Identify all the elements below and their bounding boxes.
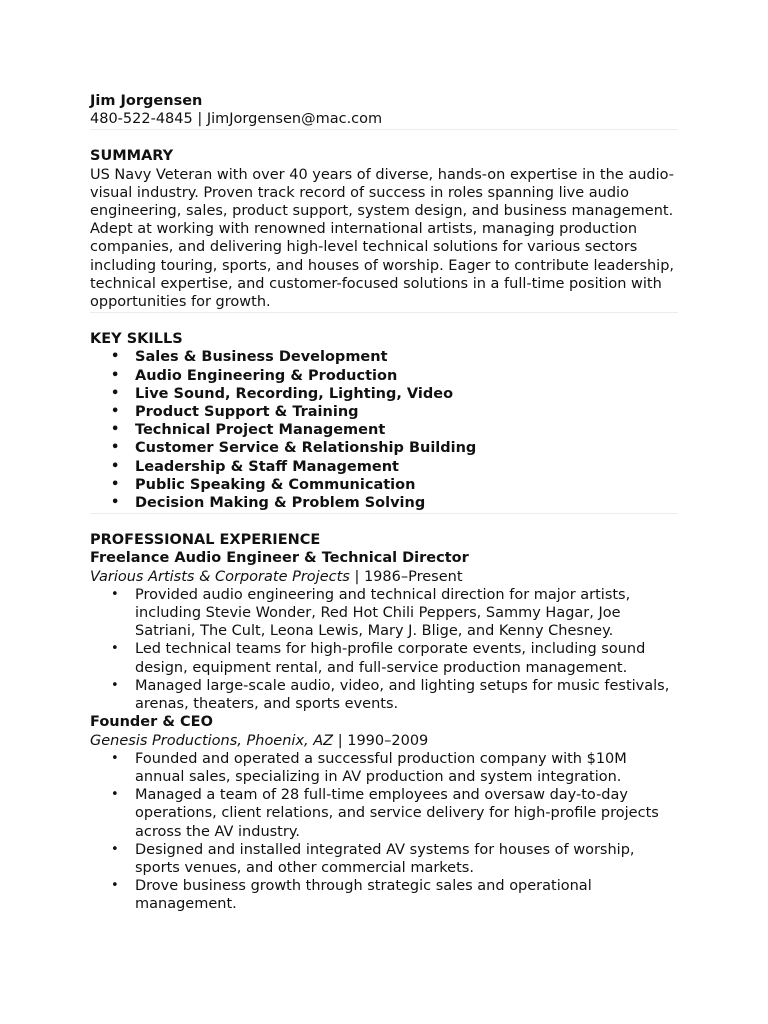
summary-text: US Navy Veteran with over 40 years of diverse, hands-on expertise in the audio-visual industry. Proven track record of success in roles spanning live audio engineering, sales, product support, system design, and business management. Adept at working with renowned international artists, managing production companies, and delivering high-level technical solutions for various sectors including touring, sports, and houses of worship. Eager to contribute leadership, technical expertise, and customer-focused solutions in a full-time position with opportunities for growth. bbox=[90, 166, 675, 311]
job-bullets bbox=[90, 586, 678, 713]
job-bullet: • Provided audio engineering and technical direction for major artists, including Stevie Wonder, Red Hot Chili Peppers, Sammy Hagar, Joe Satriani, The Cult, Leona Lewis, Mary J. Blige, and Kenny Chesney. bbox=[135, 586, 678, 641]
skill-item: • Customer Service & Relationship Building bbox=[135, 439, 678, 457]
skill-item: • Decision Making & Problem Solving bbox=[135, 494, 678, 512]
job-title: Founder & CEO bbox=[90, 714, 213, 731]
job-organization: Genesis Productions, Phoenix, AZ bbox=[90, 732, 334, 749]
job-dates: | 1990–2009 bbox=[333, 732, 429, 749]
skill-item: • Leadership & Staff Management bbox=[135, 458, 678, 476]
job-bullet: • Drove business growth through strategic sales and operational management. bbox=[135, 877, 678, 913]
job-entry bbox=[90, 549, 678, 713]
job-organization: Various Artists & Corporate Projects bbox=[90, 568, 350, 585]
section-divider bbox=[90, 129, 678, 130]
job-bullets bbox=[90, 750, 678, 914]
phone-number: 480-522-4845 bbox=[90, 111, 193, 128]
section-divider bbox=[90, 513, 678, 514]
skill-item: • Live Sound, Recording, Lighting, Video bbox=[135, 385, 678, 403]
skill-item: • Public Speaking & Communication bbox=[135, 476, 678, 494]
section-divider bbox=[90, 312, 678, 313]
experience-heading: PROFESSIONAL EXPERIENCE bbox=[90, 532, 321, 549]
skill-item: • Audio Engineering & Production bbox=[135, 367, 678, 385]
job-entry bbox=[90, 713, 678, 913]
skill-item: • Product Support & Training bbox=[135, 403, 678, 421]
resume-header bbox=[90, 92, 678, 128]
job-dates: | 1986–Present bbox=[349, 568, 463, 585]
job-meta bbox=[90, 732, 678, 750]
candidate-name: Jim Jorgensen bbox=[90, 93, 203, 109]
contact-separator: | bbox=[192, 111, 207, 128]
job-bullet: • Managed a team of 28 full-time employees and oversaw day-to-day operations, client relations, and service delivery for high-profile projects across the AV industry. bbox=[135, 786, 678, 841]
resume-document bbox=[90, 92, 678, 914]
job-meta bbox=[90, 568, 678, 586]
job-bullet: • Managed large-scale audio, video, and lighting setups for music festivals, arenas, theaters, and sports events. bbox=[135, 677, 678, 713]
email-address: JimJorgensen@mac.com bbox=[206, 111, 383, 128]
skills-heading: KEY SKILLS bbox=[90, 331, 183, 348]
contact-line bbox=[90, 110, 678, 128]
job-bullet: • Designed and installed integrated AV systems for houses of worship, sports venues, and other commercial markets. bbox=[135, 841, 678, 877]
skill-item: • Sales & Business Development bbox=[135, 348, 678, 366]
job-title: Freelance Audio Engineer & Technical Director bbox=[90, 550, 469, 567]
skill-item: • Technical Project Management bbox=[135, 421, 678, 439]
skills-list bbox=[90, 348, 678, 512]
job-bullet: • Founded and operated a successful production company with $10M annual sales, specializing in AV production and system integration. bbox=[135, 750, 678, 786]
experience-section bbox=[90, 531, 678, 913]
skills-section bbox=[90, 330, 678, 512]
summary-heading: SUMMARY bbox=[90, 148, 174, 165]
summary-section bbox=[90, 147, 678, 311]
job-bullet: • Led technical teams for high-profile corporate events, including sound design, equipment rental, and full-service production management. bbox=[135, 640, 678, 676]
